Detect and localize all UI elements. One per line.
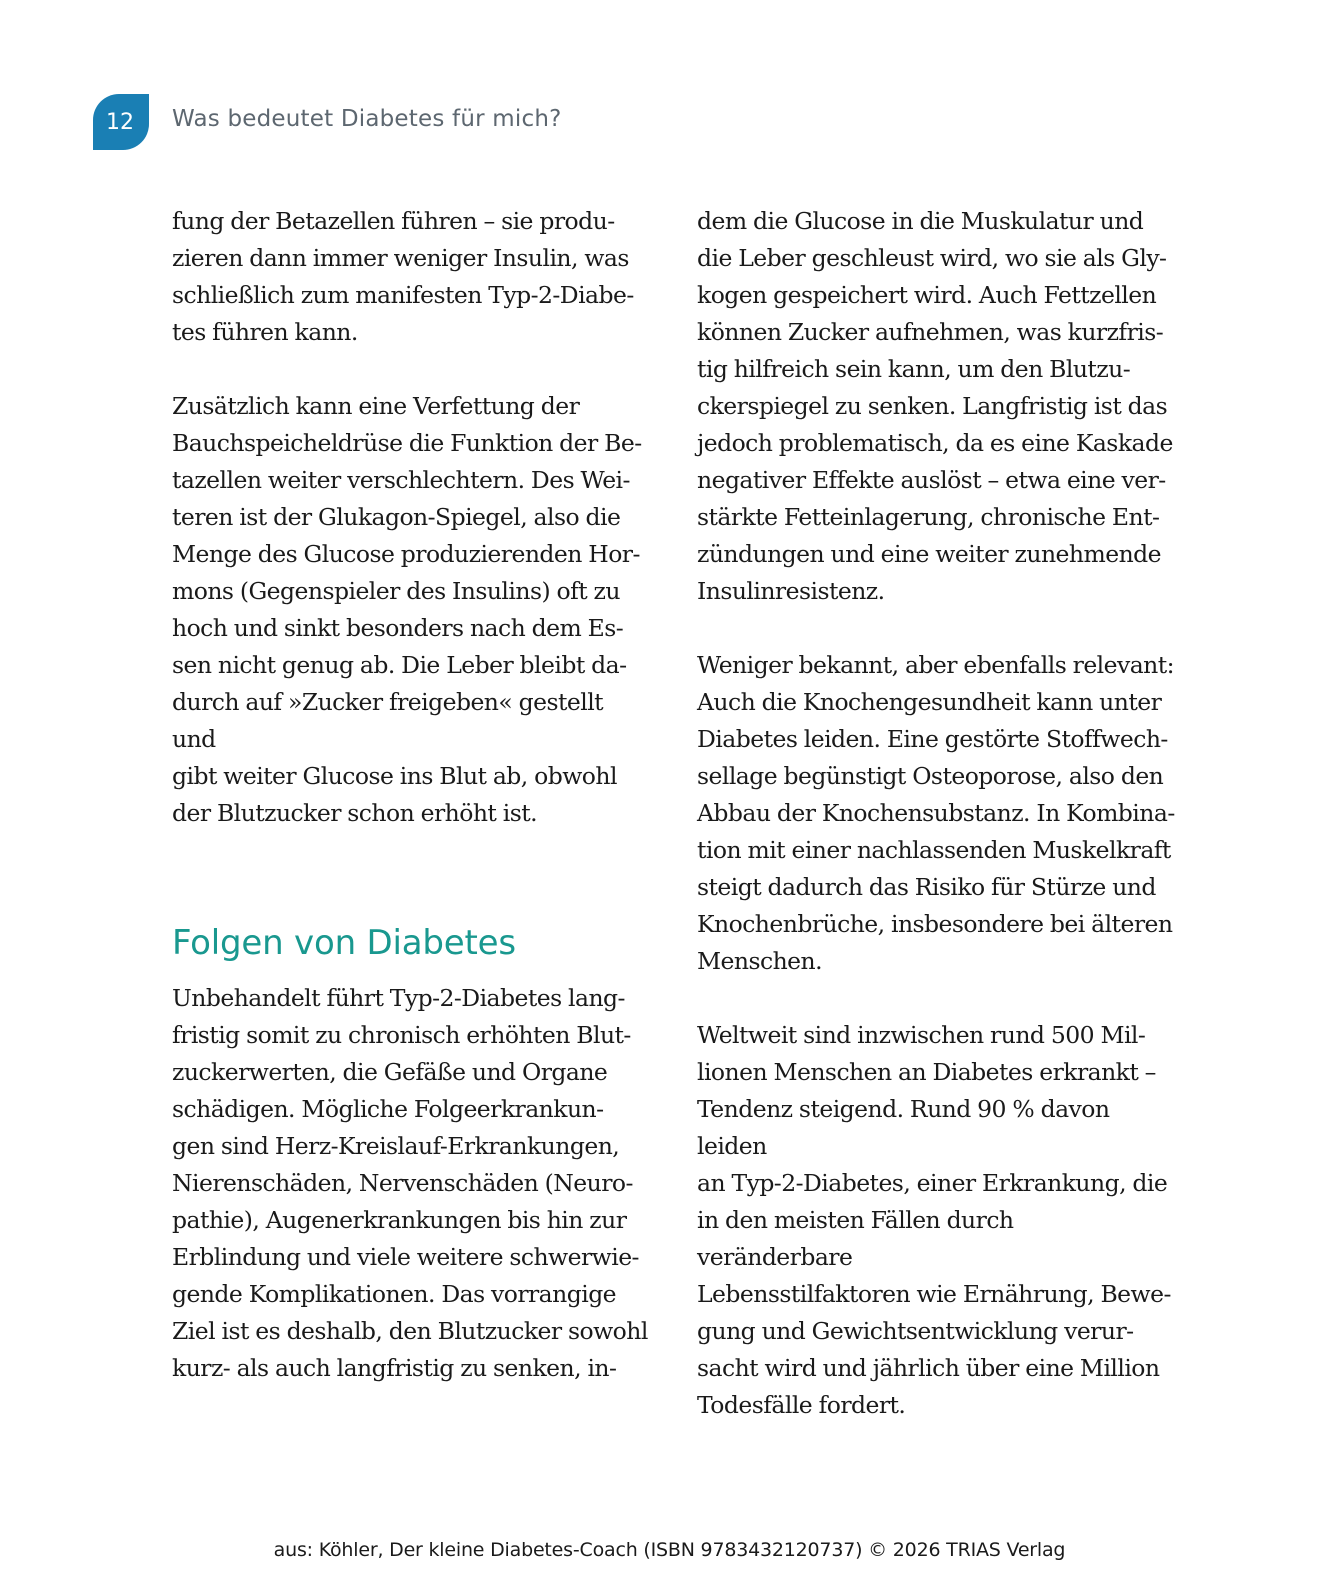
body-paragraph: Zusätzlich kann eine Verfettung der Bauchspeicheldrüse die Funktion der Be- tazellen weiter verschlechtern. Des Wei- teren ist der Glukagon-Spiegel, also die Menge des Glucose produzierenden Hor- mons (Gegenspieler des Insulins) oft zu hoch und sinkt besonders nach dem Es- sen nicht genug ab. Die Leber bleibt da- durch auf »Zucker freigeben« gestellt und gibt weiter Glucose ins Blut ab, obwohl der Blutzucker schon erhöht ist. (172, 392, 642, 827)
body-paragraph: Weniger bekannt, aber ebenfalls relevant: Auch die Knochengesundheit kann unter Diabetes leiden. Eine gestörte Stoffwech- sellage begünstigt Osteoporose, also den Abbau der Knochensubstanz. In Kombina- tion mit einer nachlassenden Muskelkraft steigt dadurch das Risiko für Stürze und Knochenbrüche, insbesondere bei älteren Menschen. (697, 651, 1175, 975)
body-paragraph: Weltweit sind inzwischen rund 500 Mil- lionen Menschen an Diabetes erkrankt – Tendenz steigend. Rund 90 % davon leiden an Typ-2-Diabetes, einer Erkrankung, die in den meisten Fällen durch veränderbare Lebensstilfaktoren wie Ernährung, Bewe- gung und Gewichtsentwicklung verur- sacht wird und jährlich über eine Million Todesfälle fordert. (697, 1021, 1171, 1419)
source-footer: aus: Köhler, Der kleine Diabetes-Coach (ISBN 9783432120737) © 2026 TRIAS Verlag (273, 1539, 1066, 1561)
section-spacer (172, 832, 650, 906)
section-heading-wrap (172, 906, 650, 980)
running-title: Was bedeutet Diabetes für mich? (172, 106, 562, 132)
page-number-badge (93, 94, 149, 150)
page-number: 12 (106, 109, 134, 135)
left-column (172, 203, 650, 1387)
right-column (697, 203, 1175, 1424)
body-paragraph: Unbehandelt führt Typ-2-Diabetes lang- fristig somit zu chronisch erhöhten Blut- zuckerwerten, die Gefäße und Organe schädigen. Mögliche Folgeerkrankun- gen sind Herz-Kreislauf-Erkrankungen, Nierenschäden, Nervenschäden (Neuro- pathie), Augenerkrankungen bis hin zur Erblindung und viele weitere schwerwie- gende Komplikationen. Das vorrangige Ziel ist es deshalb, den Blutzucker sowohl kurz- als auch langfristig zu senken, in- (172, 984, 648, 1382)
body-paragraph: dem die Glucose in die Muskulatur und die Leber geschleust wird, wo sie als Gly- kogen gespeichert wird. Auch Fettzellen können Zucker aufnehmen, was kurzfris- tig hilfreich sein kann, um den Blutzu- ckerspiegel zu senken. Langfristig ist das jedoch problematisch, da es eine Kaskade negativer Effekte auslöst – etwa eine ver- stärkte Fetteinlagerung, chronische Ent- zündungen und eine weiter zunehmende Insulinresistenz. (697, 207, 1173, 605)
body-paragraph: fung der Betazellen führen – sie produ- zieren dann immer weniger Insulin, was schließlich zum manifesten Typ-2-Diabe- tes führen kann. (172, 207, 634, 346)
paragraph-spacer (697, 610, 1175, 647)
paragraph-spacer (172, 351, 650, 388)
paragraph-spacer (697, 980, 1175, 1017)
section-heading: Folgen von Diabetes (172, 922, 516, 963)
